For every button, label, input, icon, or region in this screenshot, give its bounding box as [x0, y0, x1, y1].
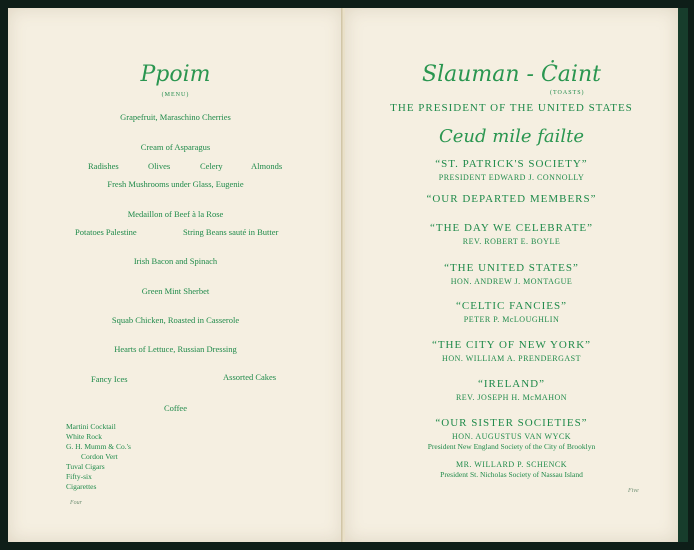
menu-item-beans: String Beans sauté in Butter: [183, 227, 279, 237]
drink-item: Fifty-six: [66, 472, 92, 481]
toast-speaker: HON. AUGUSTUS VAN WYCK: [451, 432, 571, 441]
drink-item: Cordon Vert: [81, 452, 118, 461]
menu-item-potatoes: Potatoes Palestine: [75, 227, 137, 237]
toast-speaker: PRESIDENT EDWARD J. CONNOLLY: [438, 173, 585, 182]
toast-speaker: HON. WILLIAM A. PRENDERGAST: [442, 354, 581, 363]
menu-heading: Ppoim: [140, 62, 211, 87]
menu-item-cakes: Assorted Cakes: [223, 372, 277, 382]
toast-title: “THE UNITED STATES”: [444, 262, 579, 274]
toast-speaker: REV. ROBERT E. BOYLE: [462, 237, 561, 246]
drink-item: Cigarettes: [66, 482, 97, 491]
menu-item-lettuce: Hearts of Lettuce, Russian Dressing: [114, 344, 237, 354]
menu-item-celery: Celery: [200, 161, 223, 171]
left-page: [8, 8, 343, 542]
drink-item: G. H. Mumm & Co.'s: [66, 442, 131, 451]
gaelic-greeting: Ceud mile failte: [438, 126, 584, 147]
toast-speaker: PETER P. McLOUGHLIN: [463, 315, 560, 324]
right-page: [345, 8, 678, 542]
toast-president: THE PRESIDENT OF THE UNITED STATES: [390, 102, 633, 114]
menu-item-coffee: Coffee: [164, 403, 187, 413]
menu-item-beef: Medaillon of Beef à la Rose: [127, 209, 224, 219]
toast-title: “THE CITY OF NEW YORK”: [431, 339, 592, 351]
toast-title: “ST. PATRICK'S SOCIETY”: [435, 158, 588, 170]
drink-item: White Rock: [66, 432, 103, 441]
page-number-left: Four: [70, 500, 82, 506]
drink-item: Martini Cocktail: [66, 422, 116, 431]
menu-item-olives: Olives: [148, 161, 171, 171]
menu-item-mushrooms: Fresh Mushrooms under Glass, Eugenie: [107, 179, 244, 189]
toast-speaker: REV. JOSEPH H. McMAHON: [455, 393, 568, 402]
sister-society-name: MR. WILLARD P. SCHENCK: [455, 460, 568, 469]
menu-item-chicken: Squab Chicken, Roasted in Casserole: [111, 315, 240, 325]
menu-item-bacon: Irish Bacon and Spinach: [133, 256, 218, 266]
toast-title: “THE DAY WE CELEBRATE”: [429, 222, 594, 234]
menu-item-almonds: Almonds: [251, 161, 283, 171]
menu-item-asparagus: Cream of Asparagus: [140, 142, 211, 152]
menu-item-radishes: Radishes: [88, 161, 119, 171]
toast-speaker: HON. ANDREW J. MONTAGUE: [450, 277, 573, 286]
cover-edge: [678, 8, 688, 542]
menu-item-grapefruit: Grapefruit, Maraschino Cherries: [120, 112, 231, 122]
toast-title: “OUR SISTER SOCIETIES”: [435, 417, 588, 429]
page-number-right: Five: [628, 488, 639, 494]
menu-item-sherbet: Green Mint Sherbet: [141, 286, 210, 296]
menu-item-ices: Fancy Ices: [91, 374, 128, 384]
toast-title: “IRELAND”: [477, 378, 546, 390]
menu-subheading: (MENU): [161, 92, 190, 98]
sister-society-line: President New England Society of the City of Brooklyn: [427, 442, 596, 451]
drink-item: Tuval Cigars: [66, 462, 105, 471]
toasts-heading: Slauman - Ċaint: [422, 62, 601, 87]
toast-title: “CELTIC FANCIES”: [455, 300, 568, 312]
toasts-subheading: (TOASTS): [550, 90, 585, 96]
sister-society-line: President St. Nicholas Society of Nassau Island: [440, 470, 583, 479]
toast-title: “OUR DEPARTED MEMBERS”: [426, 193, 597, 205]
